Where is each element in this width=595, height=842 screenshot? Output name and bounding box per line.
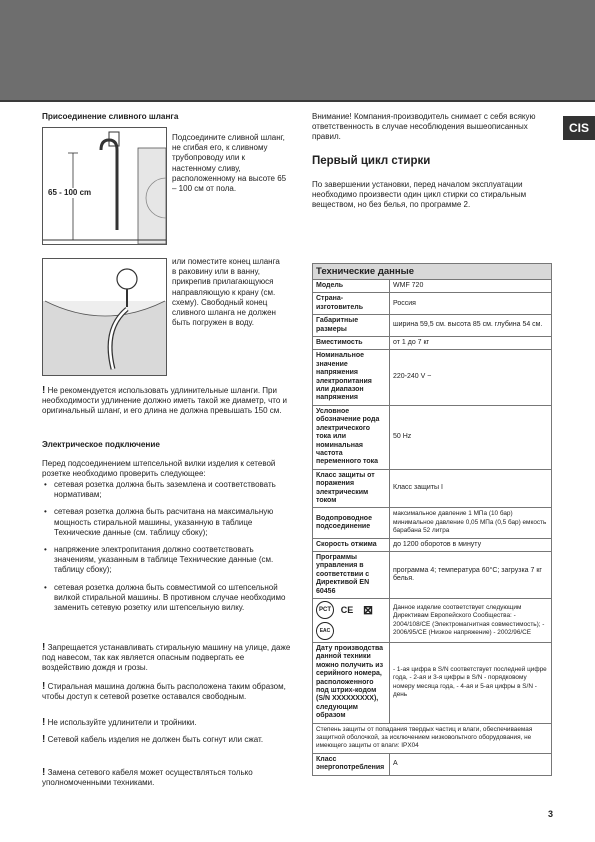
electric-heading: Электрическое подключение xyxy=(42,440,160,449)
list-item: • сетевая розетка должна быть совместимой со штепсельной вилкой стиральной машины. В противном случае необходимо заменить сетевую розетку или штепсельную вилку. xyxy=(42,583,292,614)
warn-cable xyxy=(42,735,292,745)
table-row xyxy=(313,280,552,293)
drain-illustration-wall xyxy=(42,127,167,245)
manufacturer-notice: Внимание! Компания-производитель снимает с себя всякую ответственность в случае несоблюдения вышеописанных правил. xyxy=(312,112,536,142)
drain-text-1: Подсоедините сливной шланг, не сгибая его, к сливному трубопроводу или к настенному сливу, расположенному на высоте 65 – 100 см от пола. xyxy=(172,133,287,194)
language-tab: CIS xyxy=(563,116,595,140)
ip-protection-text: Степень защиты от попадания твердых частиц и влаги, обеспечиваемая защитной оболочкой, за исключением низковольтного оборудования, не имеющего защиты от влаги: IPX04 xyxy=(313,723,552,753)
row-value: A xyxy=(390,753,552,775)
pct-mark-icon: PCT xyxy=(316,601,334,619)
sink-drain-diagram xyxy=(43,259,166,375)
warn-extenders-text: Не используйте удлинители и тройники. xyxy=(47,718,197,727)
row-key: Вместимость xyxy=(313,337,390,350)
header-bar xyxy=(0,0,595,100)
warn-outdoor-text: Запрещается устанавливать стиральную машину на улице, даже под навесом, так как является опасным подвергать ее воздействию дождя и грозы. xyxy=(42,643,291,673)
row-key: Скорость отжима xyxy=(313,538,390,551)
row-key: Дату производства данной техники можно получить из серийного номера, расположенного под штрих-кодом (S/N XXXXXXXXX), следующим образом xyxy=(313,643,390,724)
electric-intro: Перед подсоединением штепсельной вилки изделия к сетевой розетке необходимо проверить следующее: xyxy=(42,459,276,479)
warning-icon: ! xyxy=(42,767,46,778)
warn-extenders xyxy=(42,718,292,728)
warn-outdoor xyxy=(42,643,292,674)
eac-mark-icon: EAC xyxy=(316,622,334,640)
table-row xyxy=(313,508,552,538)
warn-access-text: Стиральная машина должна быть расположена таким образом, чтобы доступ к сетевой розетке оставался свободным. xyxy=(42,682,286,702)
row-value: 220-240 V ~ xyxy=(390,350,552,405)
warning-icon: ! xyxy=(42,681,46,692)
warning-icon: ! xyxy=(42,642,46,653)
row-key: Класс защиты от поражения электрическим током xyxy=(313,469,390,508)
row-key: Модель xyxy=(313,280,390,293)
warning-icon: ! xyxy=(42,717,46,728)
warn-extension-text: Не рекомендуется использовать удлинительные шланги. При необходимости удлинение должно иметь такой же диаметр, что и оригинальный шланг, и его длина не должна превышать 150 см. xyxy=(42,386,287,416)
row-key: Габаритные размеры xyxy=(313,315,390,337)
tech-data-table xyxy=(312,263,552,776)
list-item: • напряжение электропитания должно соответствовать значениям, указанным в таблице Технические данные (см. таблицу сбоку); xyxy=(42,545,292,576)
row-key: Страна-изготовитель xyxy=(313,293,390,315)
row-value: Класс защиты I xyxy=(390,469,552,508)
row-value: до 1200 оборотов в минуту xyxy=(390,538,552,551)
table-row xyxy=(313,643,552,724)
ce-mark-icon: CE xyxy=(340,605,354,615)
warn-access xyxy=(42,682,292,702)
table-row xyxy=(313,469,552,508)
table-row xyxy=(313,293,552,315)
row-key: Класс энергопотребления xyxy=(313,753,390,775)
height-label: 65 - 100 cm xyxy=(48,188,92,197)
row-value: Россия xyxy=(390,293,552,315)
warn-cable-text: Сетевой кабель изделия не должен быть согнут или сжат. xyxy=(47,735,264,744)
row-key: Водопроводное подсоединение xyxy=(313,508,390,538)
list-item: • сетевая розетка должна быть заземлена и соответствовать нормативам; xyxy=(42,480,292,500)
warn-replacement xyxy=(42,768,292,788)
row-value: программа 4; температура 60°C; загрузка 7 кг белья. xyxy=(390,551,552,598)
list-item: • сетевая розетка должна быть расчитана на максимальную мощность стиральной машины, указанную в таблице Технические данные (см. таблицу сбоку); xyxy=(42,507,292,538)
warn-replacement-text: Замена сетевого кабеля может осуществляться только уполномоченными техниками. xyxy=(42,768,253,788)
table-row xyxy=(313,405,552,469)
table-row xyxy=(313,753,552,775)
requirements-list xyxy=(42,480,292,620)
table-row xyxy=(313,315,552,337)
header-divider xyxy=(0,100,595,102)
weee-bin-icon: ⊠ xyxy=(362,603,374,617)
row-value: 50 Hz xyxy=(390,405,552,469)
first-cycle-text: По завершении установки, перед началом эксплуатации необходимо произвести один цикл стирки со стиральным веществом, но без белья, по программе 2. xyxy=(312,180,527,210)
drain-heading: Присоединение сливного шланга xyxy=(42,112,179,121)
tech-table-title: Технические данные xyxy=(313,264,552,280)
table-row xyxy=(313,350,552,405)
row-key: Программы управления в соответствии с Директивой EN 60456 xyxy=(313,551,390,598)
warning-icon: ! xyxy=(42,734,46,745)
table-row xyxy=(313,599,552,643)
warning-icon: ! xyxy=(42,385,46,396)
row-value: от 1 до 7 кг xyxy=(390,337,552,350)
page-number: 3 xyxy=(548,809,554,819)
row-value: WMF 720 xyxy=(390,280,552,293)
table-row xyxy=(313,538,552,551)
warn-extension xyxy=(42,386,292,417)
table-row xyxy=(313,723,552,753)
wall-drain-diagram xyxy=(43,128,166,244)
table-row xyxy=(313,337,552,350)
drain-text-2: или поместите конец шланга в раковину или в ванну, прикрепив прилагающуюся направляющую к крану (см. схему). Свободный конец сливного шланга не должен быть погружен в воду. xyxy=(172,257,280,328)
drain-illustration-sink xyxy=(42,258,167,376)
row-value: максимальное давление 1 МПа (10 бар) минимальное давление 0,05 МПа (0,5 бар) емкость барабана 52 литра xyxy=(390,508,552,538)
row-value: - 1-ая цифра в S/N соответствует последней цифре года, - 2-ая и 3-я цифры в S/N - порядковому номеру месяца года, - 4-ая и 5-ая цифры в S/N - день xyxy=(390,643,552,724)
row-value: Данное изделие соответствует следующим Директивам Европейского Сообщества: - 2004/108/CE (Электромагнитная совместимость); - 2006/95/CE (Низкое напряжение) - 2002/96/CE xyxy=(390,599,552,643)
table-row xyxy=(313,551,552,598)
certification-icons xyxy=(313,599,390,643)
row-key: Условное обозначение рода электрического тока или номинальная частота переменного тока xyxy=(313,405,390,469)
first-cycle-heading: Первый цикл стирки xyxy=(312,155,431,167)
row-key: Номинальное значение напряжения электропитания или диапазон напряжения xyxy=(313,350,390,405)
row-value: ширина 59,5 см. высота 85 см. глубина 54 см. xyxy=(390,315,552,337)
